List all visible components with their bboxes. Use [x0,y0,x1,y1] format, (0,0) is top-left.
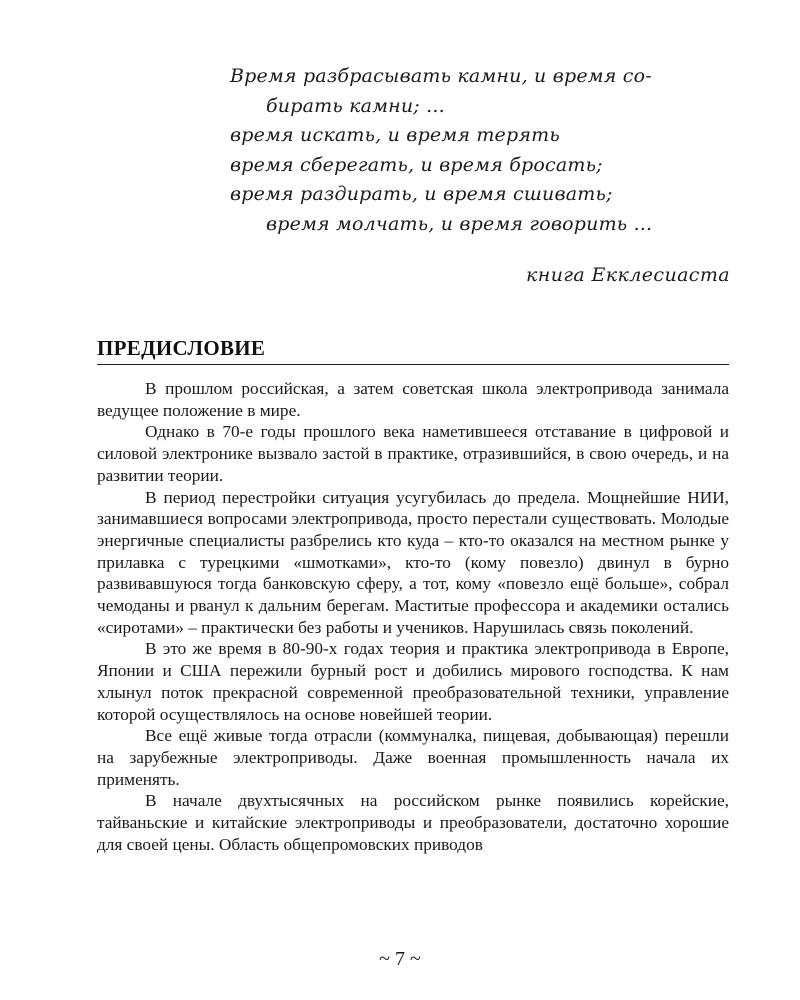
title-underline [97,364,729,365]
epigraph-attribution: книга Екклесиаста [526,264,730,286]
body-text [97,378,729,855]
paragraph: В прошлом российская, а затем советская школа электропривода занимала ведущее положение в мире. [97,379,729,420]
epigraph-line: время сберегать, и время бросать; [230,153,603,176]
epigraph-line: время молчать, и время говорить ... [266,212,653,235]
page-number: ~ 7 ~ [379,948,421,970]
epigraph-line: Время разбрасывать камни, и время со- [230,65,652,87]
paragraph: В это же время в 80-90-х годах теория и практика электропривода в Европе, Японии и США пережили бурный рост и добились мирового господства. К нам хлынул поток прекрасной современной преобразовательной техники, управление которой осуществлялось на основе новейшей теории. [97,639,729,724]
paragraph: В период перестройки ситуация усугубилась до предела. Мощнейшие НИИ, занимавшиеся вопросами электропривода, просто перестали существовать. Молодые энергичные специалисты разбрелись кто куда – кто-то оказался на местном рынке у прилавка с турецкими «шмотками», кто-то (кому повезло) двинул в бурно развивавшуюся тогда банковскую сферу, а тот, кому «повезло ещё больше», собрал чемоданы и рванул к дальним берегам. Маститые профессора и академики остались «сиротами» – практически без работы и учеников. Нарушилась связь поколений. [97,487,729,637]
paragraph: Однако в 70-е годы прошлого века наметившееся отставание в цифровой и силовой электронике вызвало застой в практике, отразившийся, в свою очередь, и на развитии теории. [97,422,729,485]
paragraph: Все ещё живые тогда отрасли (коммуналка, пищевая, добывающая) перешли на зарубежные электроприводы. Даже военная промышленность начала их применять. [97,726,729,789]
epigraph [230,62,750,239]
epigraph-line: бирать камни; ... [266,94,445,117]
paragraph: В начале двухтысячных на российском рынке появились корейские, тайваньские и китайские электроприводы и преобразователи, достаточно хорошие для своей цены. Область общепромовских приводов [97,791,729,854]
section-title: ПРЕДИСЛОВИЕ [97,336,266,360]
epigraph-line: время искать, и время терять [230,124,560,146]
epigraph-line: время раздирать, и время сшивать; [230,183,613,205]
